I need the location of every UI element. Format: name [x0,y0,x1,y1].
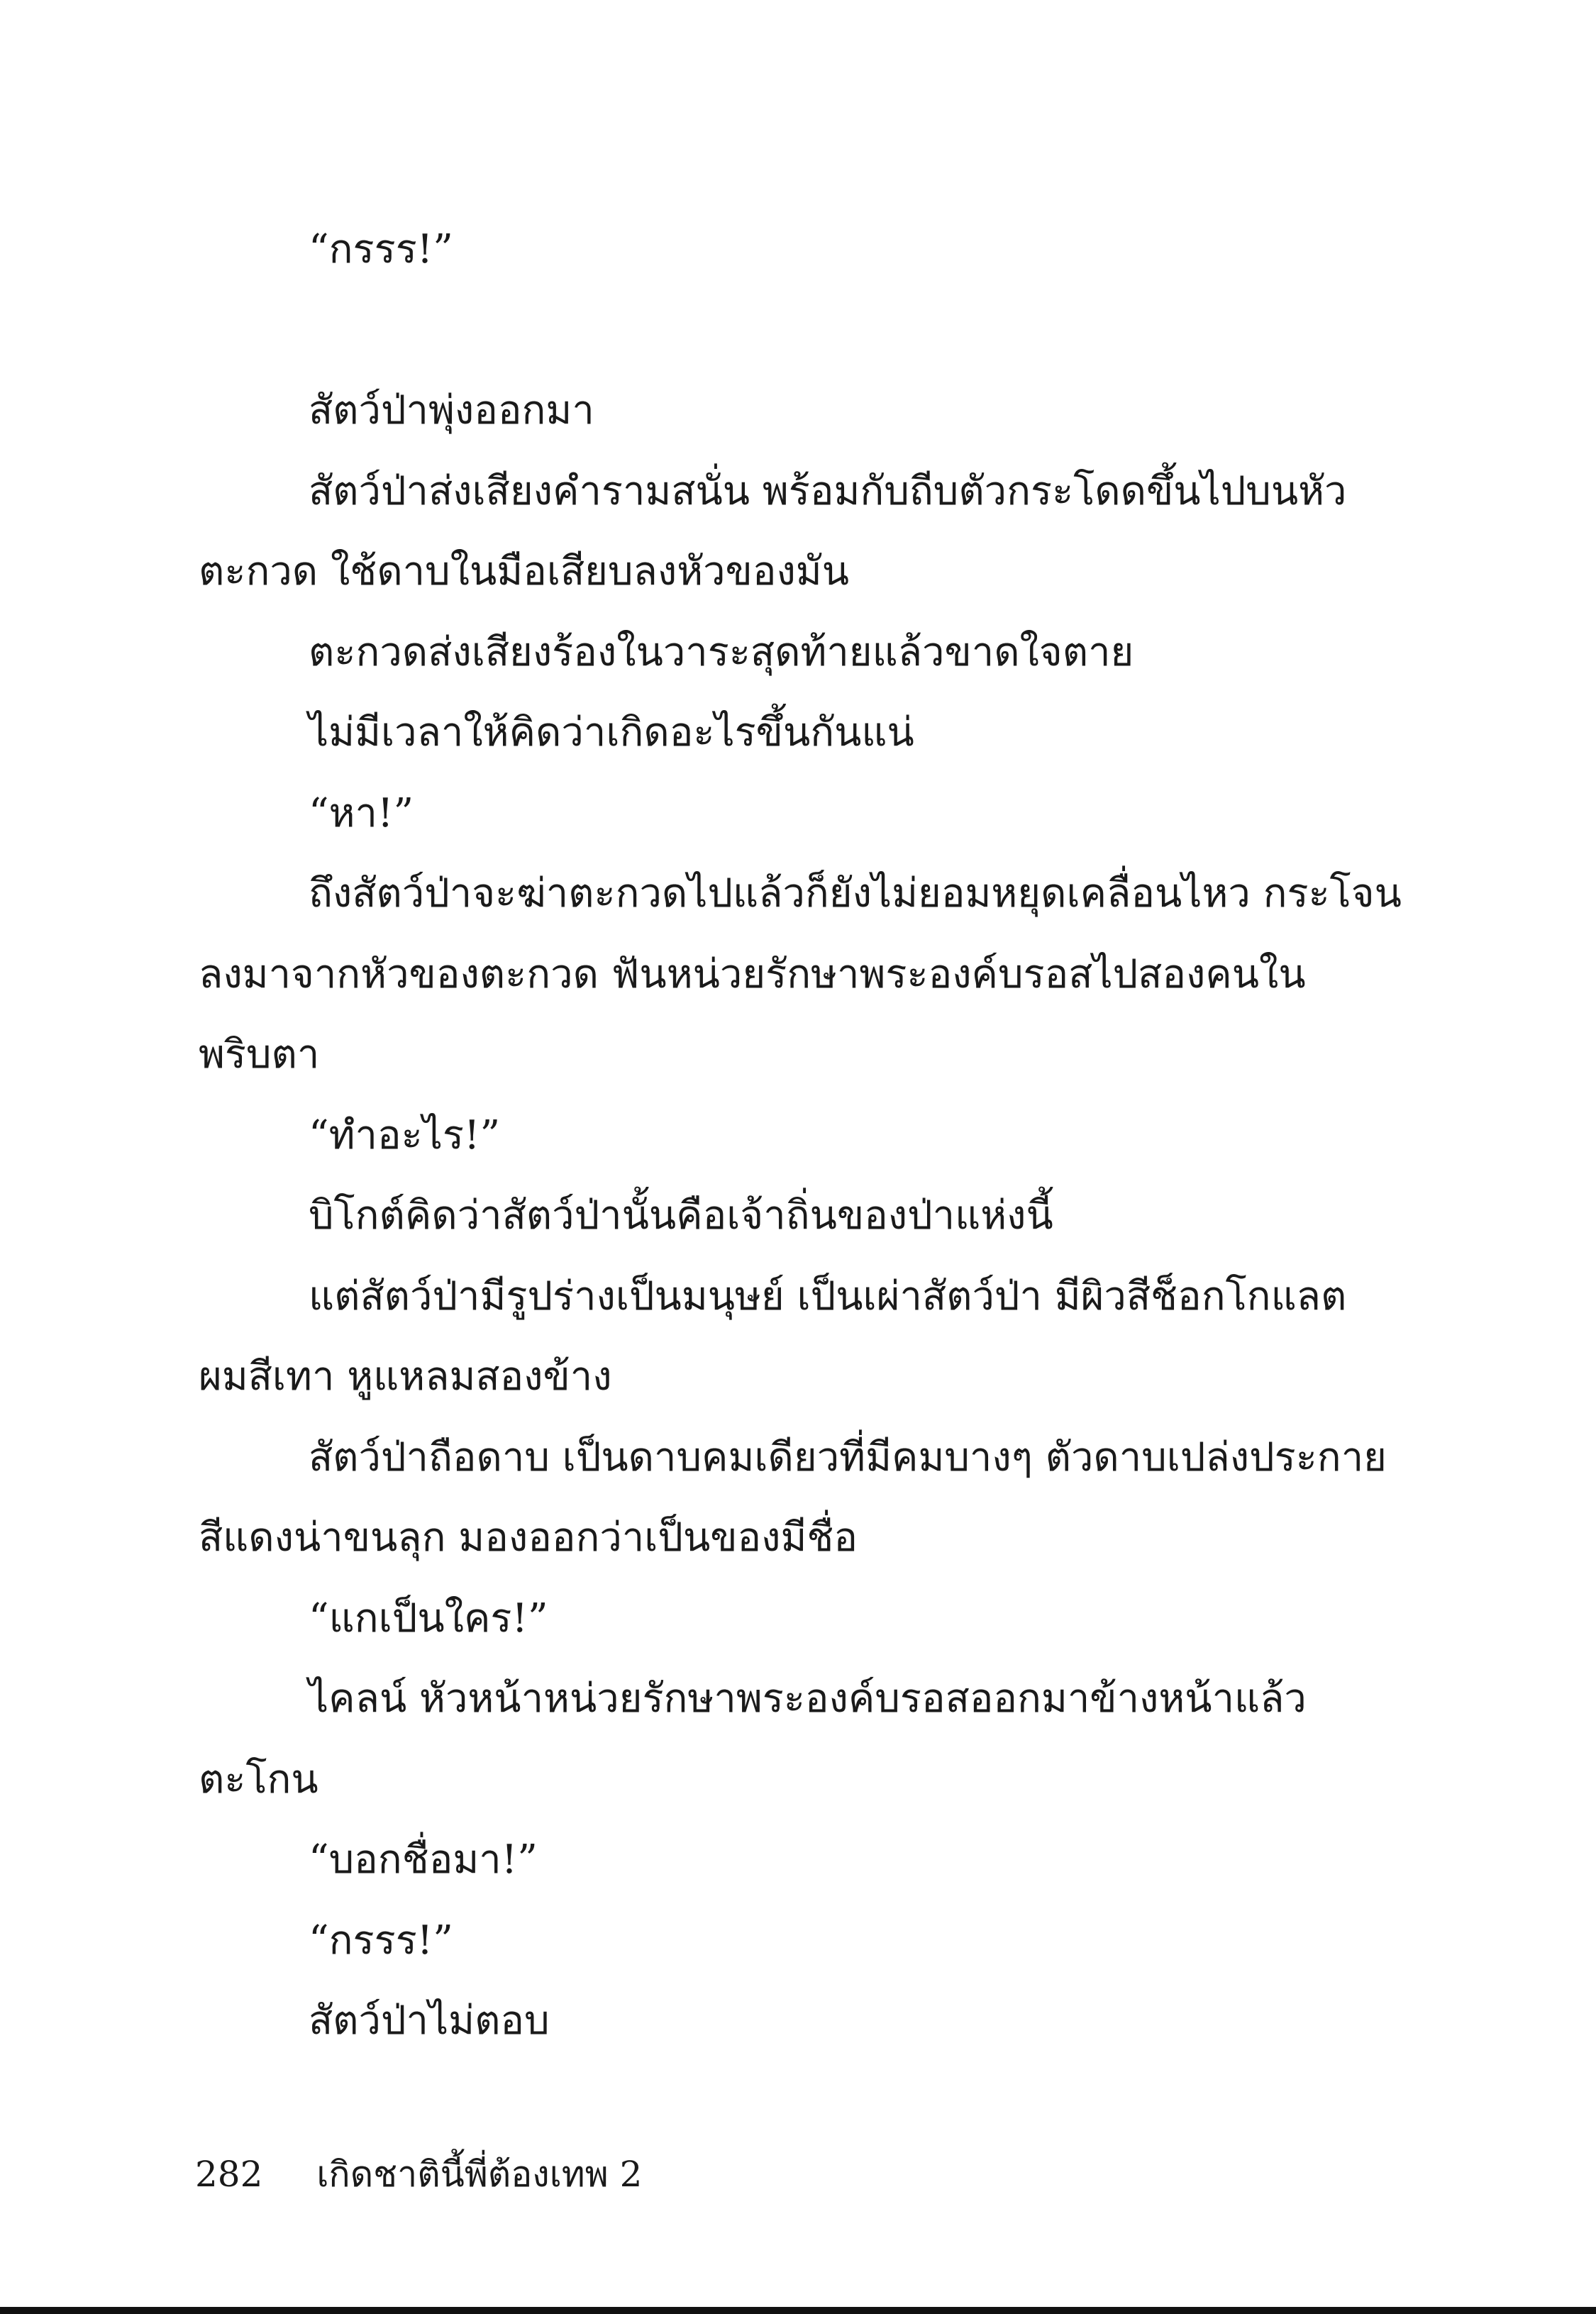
paragraph-line: สัตว์ป่าไม่ตอบ [309,1998,550,2044]
paragraph-line: “กรรร!” [309,1917,453,1964]
paragraph-line: สัตว์ป่าพุ่งออกมา [309,387,594,433]
paragraph-line: ลงมาจากหัวของตะกวด ฟันหน่วยรักษาพระองค์บรอสไปสองคนใน [199,951,1306,997]
paragraph-line: แต่สัตว์ป่ามีรูปร่างเป็นมนุษย์ เป็นเผ่าสัตว์ป่า มีผิวสีช็อกโกแลต [309,1273,1347,1319]
paragraph-line: ตะกวด ใช้ดาบในมือเสียบลงหัวของมัน [199,548,849,594]
body-text [199,209,1402,2061]
paragraph-line: “ทำอะไร!” [309,1112,501,1158]
paragraph-line: บิโกต์คิดว่าสัตว์ป่านั้นคือเจ้าถิ่นของป่าแห่งนี้ [309,1192,1053,1239]
paragraph-line: ไม่มีเวลาให้คิดว่าเกิดอะไรขึ้นกันแน่ [309,709,914,755]
paragraph-line: พริบตา [199,1031,320,1078]
paragraph-line: สัตว์ป่าถือดาบ เป็นดาบคมเดียวที่มีคมบางๆ ตัวดาบเปล่งประกาย [309,1434,1387,1480]
paragraph-line: ไคลน์ หัวหน้าหน่วยรักษาพระองค์บรอสออกมาข้างหน้าแล้ว [309,1676,1307,1722]
paragraph-gap [199,290,1298,371]
paragraph-line: “แกเป็นใคร!” [309,1595,548,1642]
book-title: เกิดชาตินี้พี่ต้องเทพ 2 [316,2154,643,2195]
paragraph-line: “กรรร!” [309,226,453,272]
paragraph-line: ตะกวดส่งเสียงร้องในวาระสุดท้ายแล้วขาดใจตาย [309,629,1134,675]
page-number: 282 [195,2154,263,2195]
page-footer [195,2149,642,2199]
paragraph-line: สีแดงน่าขนลุก มองออกว่าเป็นของมีชื่อ [199,1515,858,1561]
paragraph-line: สัตว์ป่าส่งเสียงคำรามสนั่น พร้อมกับถีบตัวกระโดดขึ้นไปบนหัว [309,467,1347,514]
paragraph-line: ผมสีเทา หูแหลมสองข้าง [199,1353,612,1400]
paragraph-line: “บอกชื่อมา!” [309,1837,538,1883]
paragraph-line: ถึงสัตว์ป่าจะฆ่าตะกวดไปแล้วก็ยังไม่ยอมหยุดเคลื่อนไหว กระโจน [309,870,1402,917]
paragraph-line: ตะโกน [199,1756,318,1803]
paragraph-line: “หา!” [309,790,414,836]
bottom-border [0,2307,1596,2314]
